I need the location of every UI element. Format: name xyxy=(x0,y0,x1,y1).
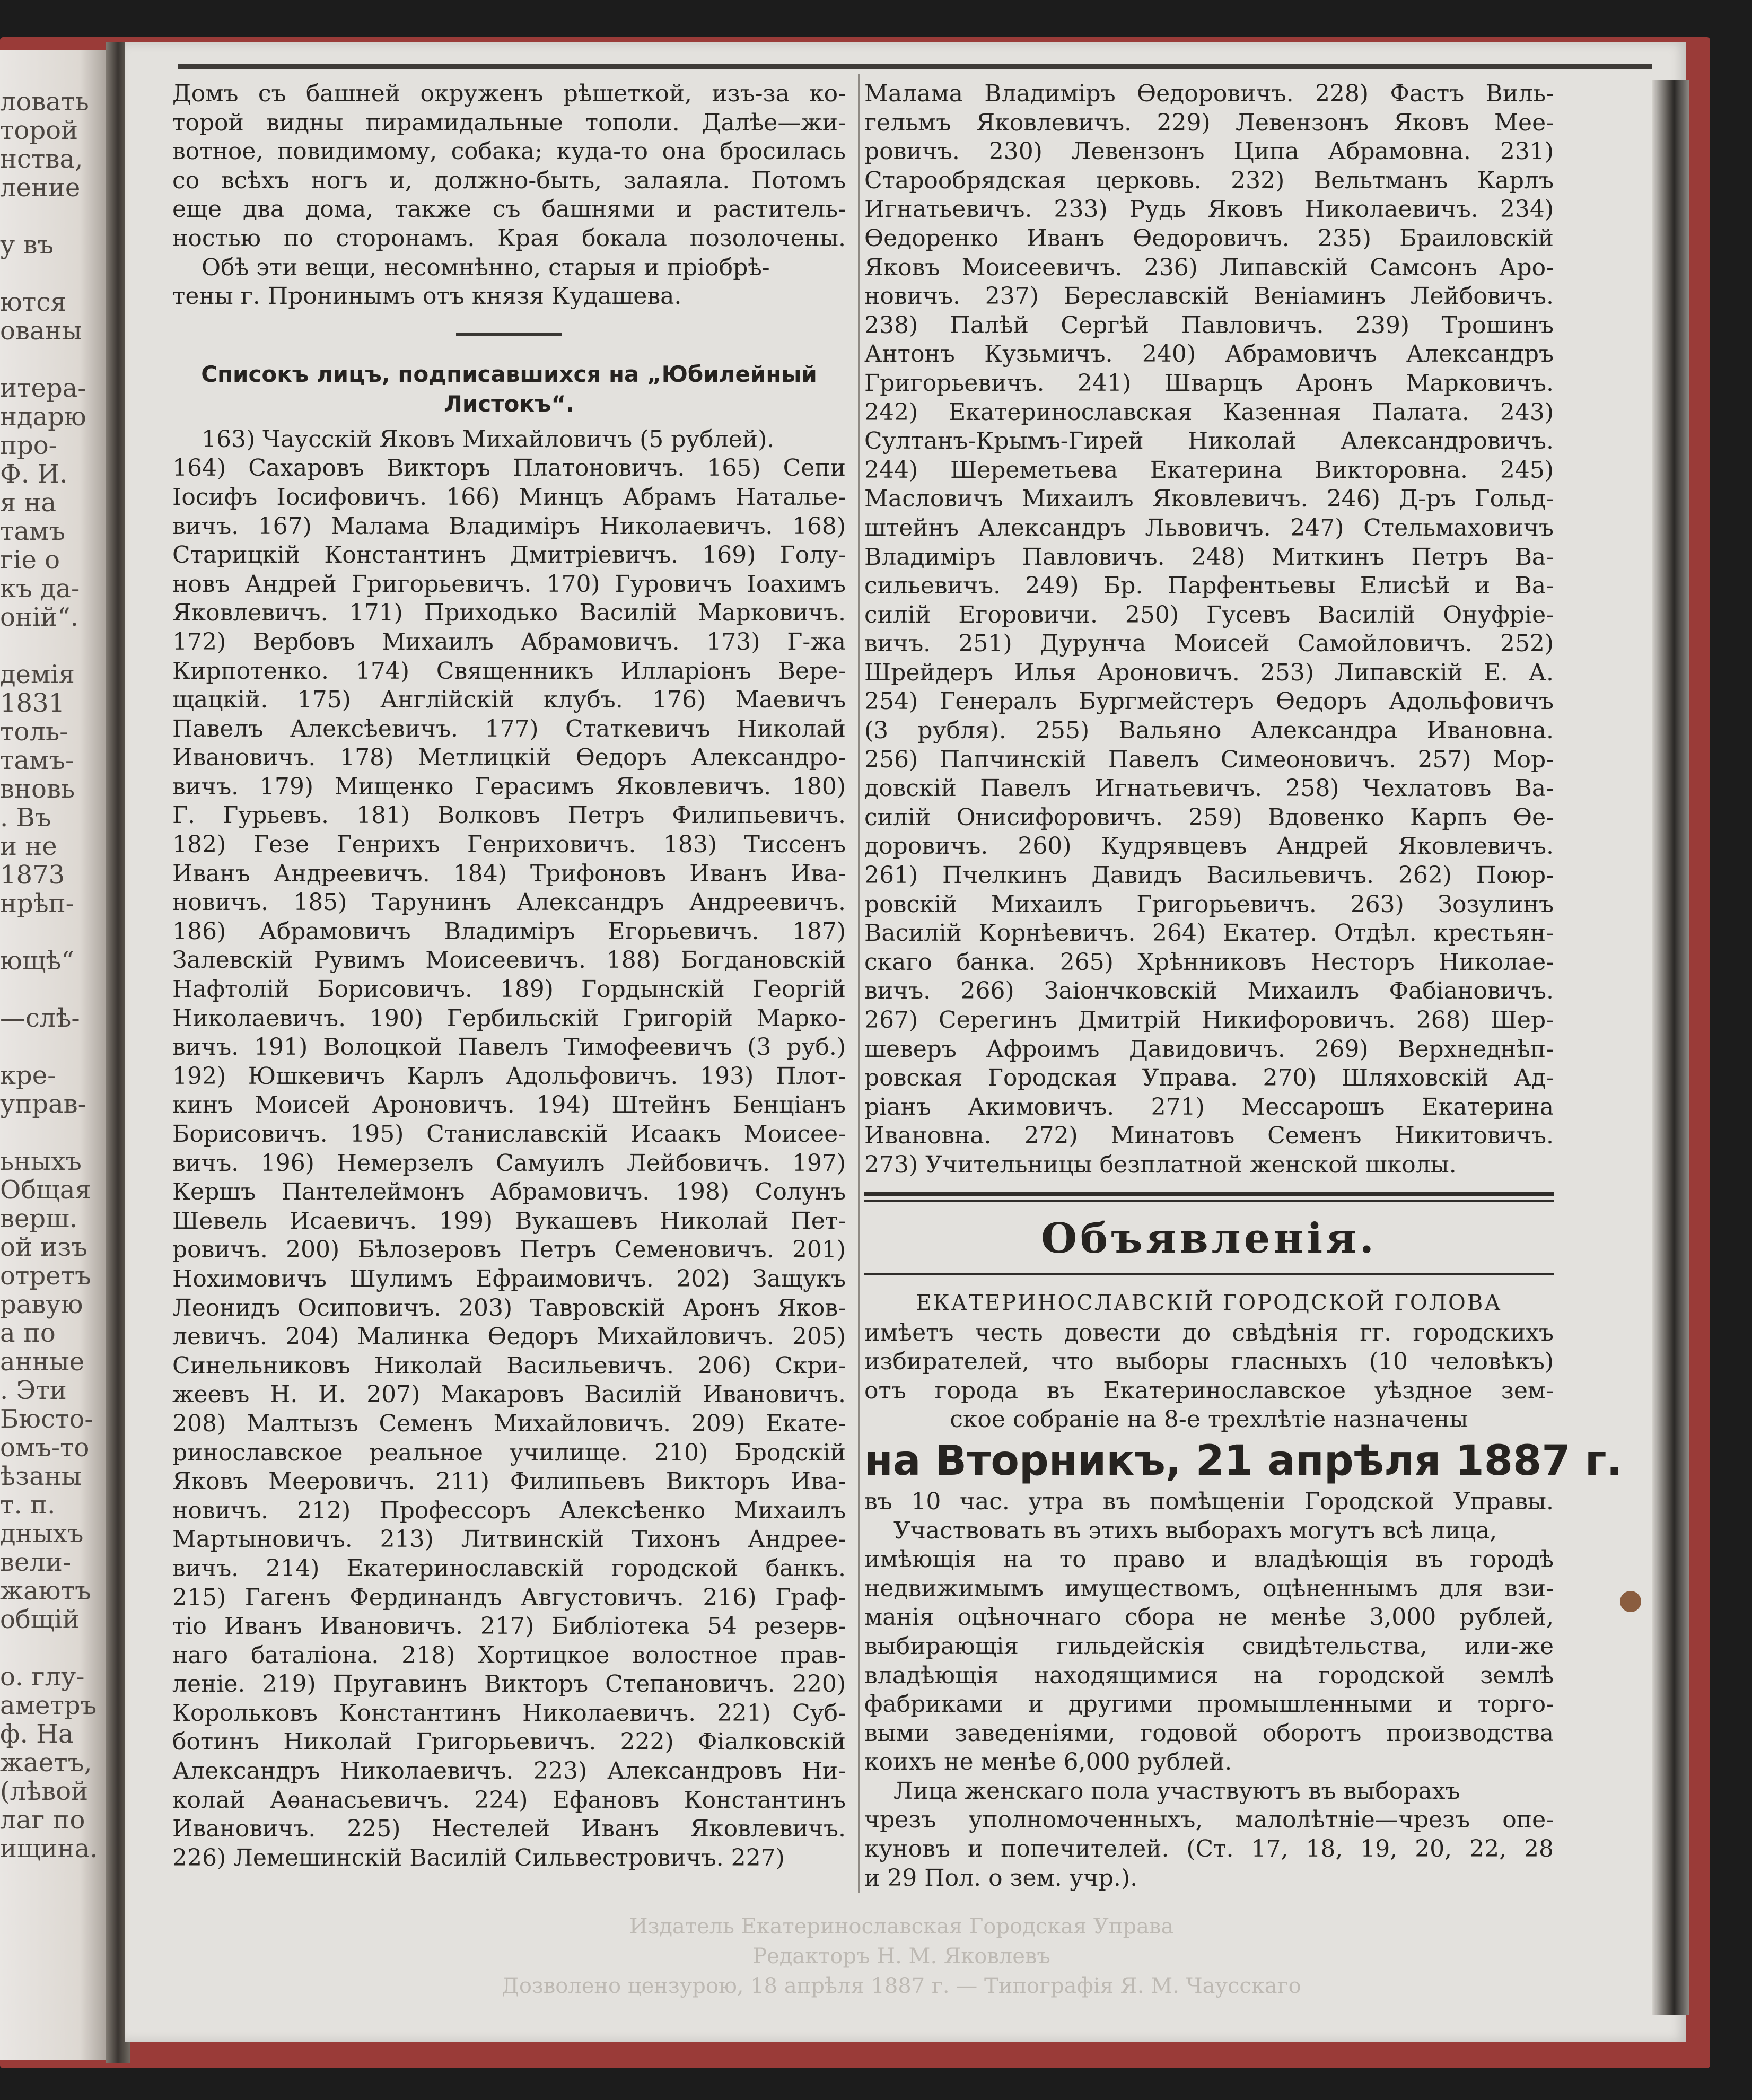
fragment-line: отретъ xyxy=(0,1261,91,1291)
fragment-line: управ- xyxy=(0,1089,86,1119)
announcement-line: имѣетъ честь довести до свѣдѣнія гг. городскихъ xyxy=(864,1319,1554,1346)
list-line: Иванъ Андреевичъ. 184) Трифоновъ Иванъ Ива- xyxy=(172,860,846,887)
fragment-line xyxy=(0,259,106,288)
list-line: ровскій Михаилъ Григорьевичъ. 263) Зозулинъ xyxy=(864,890,1554,918)
list-line: Борисовичъ. 195) Станиславскій Исаакъ Моисее- xyxy=(172,1121,846,1148)
imprint-line: Дозволено цензурою, 18 апрѣля 1887 г. — Типографія Я. М. Чаусскаго xyxy=(502,1974,1301,1998)
list-line: 273) Учительницы безплатной женской школы. xyxy=(864,1151,1457,1178)
fragment-line: Общая xyxy=(0,1175,91,1205)
list-line: ботинъ Николай Григорьевичъ. 222) Фіалковскій xyxy=(172,1728,846,1756)
fragment-line: ованы xyxy=(0,316,82,346)
announcement-line: выми заведеніями, годовой оборотъ производства xyxy=(864,1719,1554,1747)
fragment-line: 1873 xyxy=(0,860,65,890)
fragment-line xyxy=(0,345,106,374)
fragment-line: ются xyxy=(0,287,67,317)
list-line: ринославское реальное училище. 210) Бродскій xyxy=(172,1439,846,1466)
section-rule-thin xyxy=(864,1200,1554,1202)
fragment-line: ой изъ xyxy=(0,1232,87,1262)
fragment-line: кре- xyxy=(0,1061,56,1090)
list-line: 163) Чаусскій Яковъ Михайловичъ (5 рублей). xyxy=(202,425,775,453)
list-line: новичъ. 212) Профессоръ Алексѣенко Михаилъ xyxy=(172,1497,846,1524)
list-line: Шрейдеръ Илья Ароновичъ. 253) Липавскій Е. А. xyxy=(864,659,1554,686)
paper-stain xyxy=(1620,1591,1641,1612)
list-line: ровичъ. 230) Левензонъ Ципа Абрамовна. 231) xyxy=(864,138,1554,165)
fragment-line: нрѣп- xyxy=(0,889,74,918)
section-rule xyxy=(456,332,562,336)
list-line: вичъ. 179) Мищенко Герасимъ Яковлевичъ. 180) xyxy=(172,773,846,800)
fragment-line: тамъ- xyxy=(0,746,74,775)
list-line: 261) Пчелкинъ Давидъ Васильевичъ. 262) Поюр- xyxy=(864,862,1554,889)
fragment-line: и не xyxy=(0,832,57,861)
list-line: ровская Городская Управа. 270) Шляховскій Ад- xyxy=(864,1064,1554,1092)
previous-page xyxy=(0,50,114,2060)
announcement-line: фабриками и другими промышленными и торго- xyxy=(864,1691,1554,1718)
subscriber-list xyxy=(172,425,846,1873)
list-line: новичъ. 237) Береславскій Веніаминъ Лейбовичъ. xyxy=(864,283,1554,310)
list-line: штейнъ Александръ Львовичъ. 247) Стельмаховичъ xyxy=(864,514,1554,541)
fragment-line: ловать xyxy=(0,87,89,117)
list-line: Александръ Николаевичъ. 223) Александровъ Ни- xyxy=(172,1757,846,1785)
announcement-line: манія оцѣночнаго сбора не менѣе 3,000 рублей, xyxy=(864,1604,1554,1631)
election-date: на Вторникъ, 21 апрѣля 1887 г. xyxy=(864,1437,1623,1485)
list-line: вичъ. 167) Малама Владиміръ Николаевичъ. 168) xyxy=(172,512,846,540)
fragment-line: про- xyxy=(0,431,57,460)
fragment-line: (лѣвой xyxy=(0,1777,89,1806)
list-line: Г. Гурьевъ. 181) Волковъ Петръ Филипьевичъ. xyxy=(172,802,846,829)
fragment-line: ндарю xyxy=(0,402,86,432)
list-line: Ѳедоренко Иванъ Ѳедоровичъ. 235) Браиловскій xyxy=(864,224,1554,252)
announcement-line: отъ города въ Екатеринославское уѣздное зем- xyxy=(864,1377,1554,1404)
list-line: вичъ. 214) Екатеринославскій городской банкъ. xyxy=(172,1554,846,1582)
column-divider xyxy=(858,74,860,1893)
fragment-line: у въ xyxy=(0,230,54,260)
fragment-line: тамъ xyxy=(0,517,66,546)
list-line: Григорьевичъ. 241) Шварцъ Аронъ Марковичъ. xyxy=(864,369,1554,397)
section-rule-thick xyxy=(864,1192,1554,1196)
subscriber-list-continued xyxy=(864,80,1554,1180)
list-line: доровичъ. 260) Кудрявцевъ Андрей Яковлевичъ. xyxy=(864,833,1554,860)
list-line: 186) Абрамовичъ Владиміръ Егорьевичъ. 187) xyxy=(172,917,846,945)
list-line: вичъ. 266) Заіончковскій Михаилъ Фабіановичъ. xyxy=(864,977,1554,1005)
list-line: вичъ. 196) Немерзелъ Самуилъ Лейбовичъ. 197) xyxy=(172,1149,846,1177)
list-line: Нафтолій Борисовичъ. 189) Гордынскій Георгій xyxy=(172,976,846,1003)
paragraph-line: еще два дома, также съ башнями и раститель- xyxy=(172,196,846,223)
list-line: левичъ. 204) Малинка Ѳедоръ Михайловичъ. 205) xyxy=(172,1323,846,1351)
list-line: Ивановичъ. 225) Нестелей Иванъ Яковлевичъ. xyxy=(172,1815,846,1843)
list-line: Ивановичъ. 178) Метлицкій Ѳедоръ Александро- xyxy=(172,744,846,772)
list-line: (3 рубля). 255) Вальяно Александра Ивановна. xyxy=(864,717,1554,745)
list-line: Масловичъ Михаилъ Яковлевичъ. 246) Д-ръ Гольд- xyxy=(864,485,1554,513)
list-line: 182) Гезе Генрихъ Генриховичъ. 183) Тиссенъ xyxy=(172,831,846,859)
fragment-line: ѣзаны xyxy=(0,1462,82,1491)
fragment-line: ющѣ“ xyxy=(0,946,74,976)
announcement-line: владѣющія находящимися на городской землѣ xyxy=(864,1661,1554,1689)
list-line: Шевель Исаевичъ. 199) Вукашевъ Николай Пет- xyxy=(172,1207,846,1235)
fragment-line: торой xyxy=(0,116,78,145)
list-line: 226) Лемешинскій Василій Сильвестровичъ. 227) xyxy=(172,1844,785,1871)
fragment-line xyxy=(0,975,106,1004)
fragment-line: анные xyxy=(0,1347,85,1377)
fragment-line: Ф. И. xyxy=(0,459,68,489)
list-line: 238) Палѣй Сергѣй Павловичъ. 239) Трошинъ xyxy=(864,311,1554,339)
fragment-line: ьныхъ xyxy=(0,1147,82,1176)
paragraph-line: Обѣ эти вещи, несомнѣнно, старыя и пріобрѣ- xyxy=(202,253,770,281)
list-line: Іосифъ Іосифовичъ. 166) Минцъ Абрамъ Наталье- xyxy=(172,483,846,511)
fragment-line xyxy=(0,1118,106,1147)
announcement-details xyxy=(864,1488,1554,1893)
fragment-line: аметръ xyxy=(0,1691,97,1720)
list-line: Игнатьевичъ. 233) Рудь Яковъ Николаевичъ. 234) xyxy=(864,196,1554,223)
list-line: ровичъ. 200) Бѣлозеровъ Петръ Семеновичъ. 201) xyxy=(172,1236,846,1264)
announcement-line: Лица женскаго пола участвуютъ въ выборахъ xyxy=(893,1777,1460,1805)
list-line: силій Егоровичи. 250) Гусевъ Василій Онуфріе- xyxy=(864,601,1554,628)
list-line: Яковъ Моисеевичъ. 236) Липавскій Самсонъ Аро- xyxy=(864,253,1554,281)
fragment-line xyxy=(0,1634,106,1662)
list-line: скаго банка. 265) Хрѣнниковъ Несторъ Николае- xyxy=(864,948,1554,976)
list-line: Синельниковъ Николай Васильевичъ. 206) Скри- xyxy=(172,1352,846,1379)
list-line: 244) Шереметьева Екатерина Викторовна. 245) xyxy=(864,456,1554,484)
announcement-header: ЕКАТЕРИНОСЛАВСКІЙ ГОРОДСКОЙ ГОЛОВА xyxy=(916,1290,1502,1315)
announcement-line: куновъ и попечителей. (Ст. 17, 18, 19, 20, 22, 28 xyxy=(864,1835,1554,1863)
advertisements-heading: Объявленія. xyxy=(1041,1214,1377,1263)
announcement-line: выбирающія гильдейскія свидѣтельства, или-же xyxy=(864,1632,1554,1660)
fragment-line: жаетъ, xyxy=(0,1748,92,1778)
list-line: жеевъ Н. И. 207) Макаровъ Василій Ивановичъ. xyxy=(172,1381,846,1408)
list-line: Кершъ Пантелеймонъ Абрамовичъ. 198) Солунъ xyxy=(172,1178,846,1206)
list-line: 215) Гагенъ Фердинандъ Августовичъ. 216) Граф- xyxy=(172,1583,846,1611)
top-rule xyxy=(178,64,1652,69)
list-line: колай Аѳанасьевичъ. 224) Ефановъ Константинъ xyxy=(172,1786,846,1814)
fragment-line: 1831 xyxy=(0,688,65,718)
list-line: тіо Иванъ Ивановичъ. 217) Библіотека 54 резерв- xyxy=(172,1613,846,1640)
page-edge xyxy=(1652,80,1689,2015)
announcement-line: ское собраніе на 8-е трехлѣтіе назначены xyxy=(950,1406,1468,1433)
fragment-line: Бюсто- xyxy=(0,1404,93,1434)
announcement-line: Участвовать въ этихъ выборахъ могутъ всѣ лица, xyxy=(893,1517,1497,1544)
announcement-line: имѣющія на то право и владѣющія въ городѣ xyxy=(864,1546,1554,1573)
fragment-line: демія xyxy=(0,660,75,689)
fragment-line: омъ-то xyxy=(0,1433,90,1463)
fragment-line: лаг по xyxy=(0,1805,85,1835)
fragment-line: ищина. xyxy=(0,1834,98,1863)
list-line: Султанъ-Крымъ-Гирей Николай Александровичъ. xyxy=(864,427,1554,455)
list-line: довскій Павелъ Игнатьевичъ. 258) Чехлатовъ Ва- xyxy=(864,775,1554,802)
fragment-line: я на xyxy=(0,488,57,518)
list-line: вичъ. 251) Дурунча Моисей Самойловичъ. 252) xyxy=(864,630,1554,658)
list-line: Антонъ Кузьмичъ. 240) Абрамовичъ Александръ xyxy=(864,340,1554,368)
fragment-line: а по xyxy=(0,1318,56,1348)
right-column xyxy=(864,80,1623,1893)
imprint-line: Издатель Екатеринославская Городская Управа xyxy=(629,1914,1174,1939)
list-line: Яковъ Мееровичъ. 211) Филипьевъ Викторъ Ива- xyxy=(172,1468,846,1495)
fragment-line: о. глу- xyxy=(0,1662,85,1692)
fragment-line: оній“. xyxy=(0,602,79,632)
list-line: новъ Андрей Григорьевичъ. 170) Гуровичъ Іоахимъ xyxy=(172,570,846,598)
list-line: Старицкій Константинъ Дмитріевичъ. 169) Голу- xyxy=(172,541,846,569)
list-line: 208) Малтызъ Семенъ Михайловичъ. 209) Екате- xyxy=(172,1410,846,1437)
intro-paragraph xyxy=(172,80,846,311)
fragment-line: толь- xyxy=(0,717,68,747)
fragment-line: итера- xyxy=(0,373,86,403)
list-line: силій Онисифоровичъ. 259) Вдовенко Карпъ Ѳе- xyxy=(864,803,1554,831)
list-line: Павелъ Алексѣевичъ. 177) Статкевичъ Николай xyxy=(172,715,846,742)
announcement-line: и 29 Пол. о зем. учр.). xyxy=(864,1864,1138,1892)
footer-imprint xyxy=(451,1912,1352,2001)
list-line: Владиміръ Павловичъ. 248) Миткинъ Петръ Ва- xyxy=(864,543,1554,571)
fragment-line: . Эти xyxy=(0,1376,67,1405)
imprint-line: Редакторъ Н. М. Яковлевъ xyxy=(752,1944,1050,1968)
fragment-line xyxy=(0,918,106,947)
fragment-line: дныхъ xyxy=(0,1519,84,1548)
list-line: сильевичъ. 249) Бр. Парфентьевы Елисѣй и Ва- xyxy=(864,572,1554,600)
paragraph-line: ностью по сторонамъ. Края бокала позолочены. xyxy=(172,224,846,252)
list-line: Залевскій Рувимъ Моисеевичъ. 188) Богдановскій xyxy=(172,947,846,974)
list-line: гельмъ Яковлевичъ. 229) Левензонъ Яковъ Мее- xyxy=(864,109,1554,136)
list-line: Нохимовичъ Шулимъ Ефраимовичъ. 202) Защукъ xyxy=(172,1265,846,1292)
fragment-line: равую xyxy=(0,1290,83,1319)
paragraph-line: Домъ съ башней окруженъ рѣшеткой, изъ-за ко- xyxy=(172,80,846,107)
paragraph-line: со всѣхъ ногъ и, должно-быть, залаяла. Потомъ xyxy=(172,167,846,194)
list-line: шеверъ Афроимъ Давидовичъ. 269) Верхнеднѣп- xyxy=(864,1035,1554,1063)
fragment-line: ление xyxy=(0,173,81,203)
fragment-line xyxy=(0,632,106,660)
list-line: 254) Генералъ Бургмейстеръ Ѳедоръ Адольфовичъ xyxy=(864,688,1554,715)
list-line: Старообрядская церковь. 232) Вельтманъ Карлъ xyxy=(864,167,1554,194)
paragraph-line: вотное, повидимому, собака; куда-то она бросилась xyxy=(172,138,846,165)
list-line: 164) Сахаровъ Викторъ Платоновичъ. 165) Сепи xyxy=(172,454,846,482)
list-line: 242) Екатеринославская Казенная Палата. 243) xyxy=(864,398,1554,426)
fragment-line: нства, xyxy=(0,144,83,174)
fragment-line xyxy=(0,202,106,231)
list-line: вичъ. 191) Волоцкой Павелъ Тимофеевичъ (3 руб.) xyxy=(172,1034,846,1061)
fragment-line: къ да- xyxy=(0,574,80,603)
subscriber-list-title: Списокъ лицъ, подписавшихся на „Юбилейный Листокъ“. xyxy=(201,361,817,417)
fragment-line: ф. На xyxy=(0,1719,74,1749)
list-line: 256) Папчинскій Павелъ Симеоновичъ. 257) Мор- xyxy=(864,746,1554,773)
fragment-line: —слѣ- xyxy=(0,1003,80,1033)
announcement-line: въ 10 час. утра въ помѣщеніи Городской Управы. xyxy=(864,1488,1554,1515)
fragment-line: . Въ xyxy=(0,803,51,833)
list-line: Николаевичъ. 190) Гербильскій Григорій Марко- xyxy=(172,1004,846,1032)
list-line: кинъ Моисей Ароновичъ. 194) Штейнъ Бенціанъ xyxy=(172,1091,846,1119)
list-line: Малама Владиміръ Ѳедоровичъ. 228) Фастъ Виль- xyxy=(864,80,1554,107)
paragraph-line: тены г. Пронинымъ отъ князя Кудашева. xyxy=(172,283,682,310)
list-line: Леонидъ Осиповичъ. 203) Тавровскій Аронъ Яков- xyxy=(172,1294,846,1322)
list-line: наго баталіона. 218) Хортицкое волостное прав- xyxy=(172,1641,846,1669)
fragment-line: вновь xyxy=(0,774,75,804)
list-line: Корольковъ Константинъ Николаевичъ. 221) Суб- xyxy=(172,1699,846,1727)
announcement-line: избирателей, что выборы гласныхъ (10 человѣкъ) xyxy=(864,1348,1554,1376)
fragment-line: верш. xyxy=(0,1204,78,1233)
announcement-line: чрезъ уполномоченныхъ, малолѣтніе—чрезъ опе- xyxy=(864,1806,1554,1834)
fragment-line xyxy=(0,1032,106,1061)
list-line: Мартыновичъ. 213) Литвинскій Тихонъ Андрее- xyxy=(172,1526,846,1553)
announcement-line: недвижимымъ имуществомъ, оцѣненнымъ для взи- xyxy=(864,1574,1554,1602)
advertisements-rule xyxy=(864,1273,1554,1275)
announcement-text xyxy=(864,1319,1554,1434)
fragment-line: вели- xyxy=(0,1547,72,1577)
list-line: Яковлевичъ. 171) Приходько Василій Марковичъ. xyxy=(172,599,846,627)
list-line: новичъ. 185) Тарунинъ Александръ Андреевичъ. xyxy=(172,889,846,916)
list-line: ріанъ Акимовичъ. 271) Мессарошъ Екатерина xyxy=(864,1093,1554,1121)
fragment-line: т. п. xyxy=(0,1490,56,1520)
paragraph-line: торой видны пирамидальные тополи. Далѣе—жи- xyxy=(172,109,846,136)
fragment-line: жаютъ xyxy=(0,1576,91,1606)
list-line: Ивановна. 272) Минатовъ Семенъ Никитовичъ. xyxy=(864,1122,1554,1150)
fragment-line: общій xyxy=(0,1605,80,1634)
announcement-line: коихъ не менѣе 6,000 рублей. xyxy=(864,1748,1232,1776)
left-column xyxy=(172,80,846,1872)
list-line: леніе. 219) Пругавинъ Викторъ Степановичъ. 220) xyxy=(172,1670,846,1698)
list-line: Василій Корнѣевичъ. 264) Екатер. Отдѣл. крестьян- xyxy=(864,920,1554,947)
list-line: 267) Серегинъ Дмитрій Никифоровичъ. 268) Шер- xyxy=(864,1007,1554,1034)
list-line: Кирпотенко. 174) Священникъ Илларіонъ Вере- xyxy=(172,657,846,685)
previous-page-text xyxy=(0,88,106,1863)
list-line: 192) Юшкевичъ Карлъ Адольфовичъ. 193) Плот- xyxy=(172,1062,846,1090)
list-line: 172) Вербовъ Михаилъ Абрамовичъ. 173) Г-жа xyxy=(172,628,846,655)
list-line: щацкій. 175) Англійскій клубъ. 176) Маевичъ xyxy=(172,686,846,714)
fragment-line: гіе о xyxy=(0,545,60,575)
